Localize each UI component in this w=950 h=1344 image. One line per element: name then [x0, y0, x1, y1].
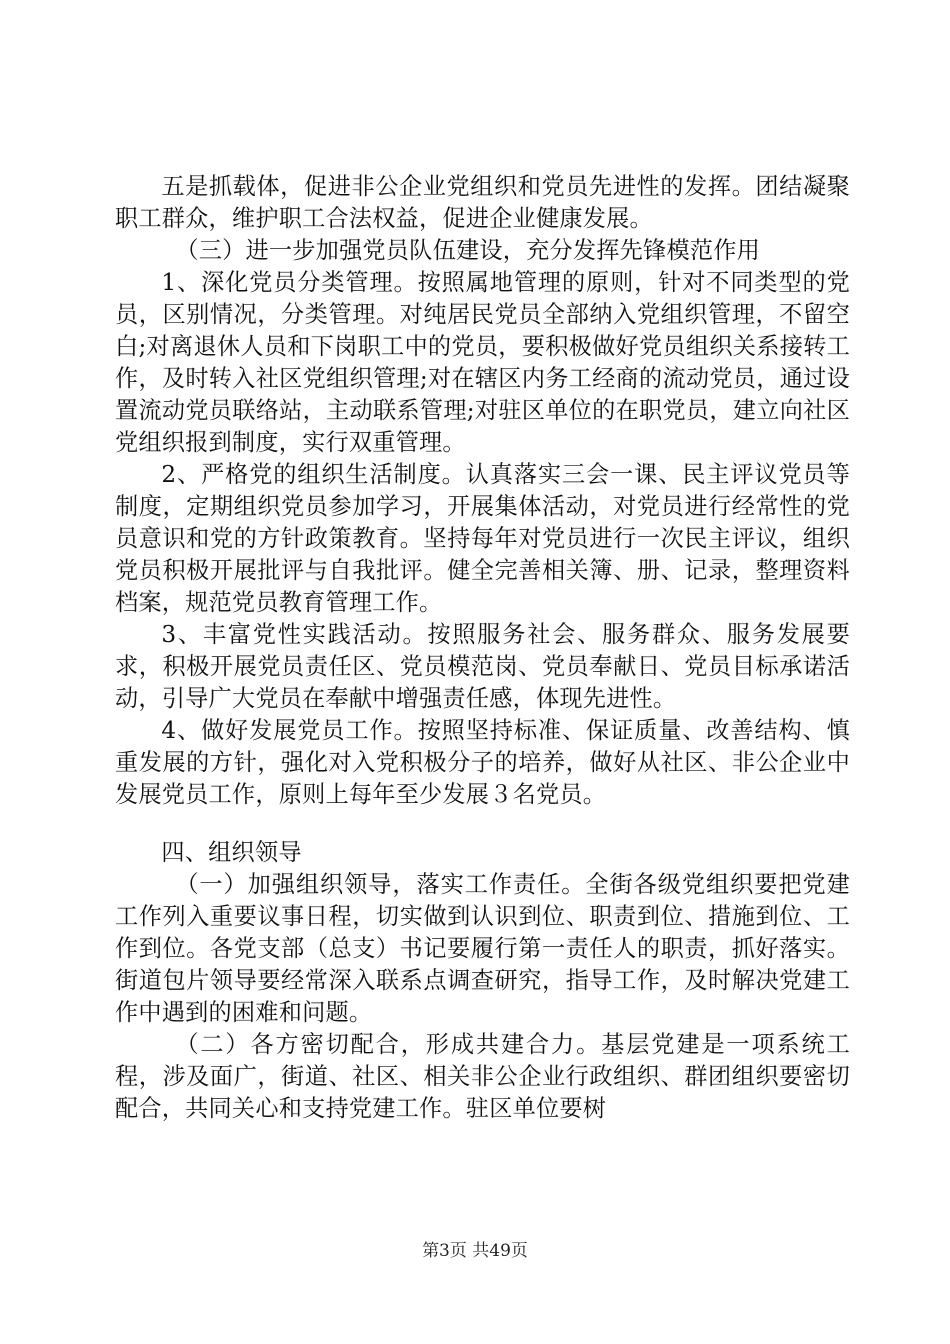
section-heading-party-members: （三）进一步加强党员队伍建设，充分发挥先锋模范作用: [175, 237, 760, 264]
paragraph-carrier: 五是抓载体，促进非公企业党组织和党员先进性的发挥。团结凝聚职工群众，维护职工合法权益，促进企业健康发展。: [115, 173, 850, 232]
document-body: [115, 171, 850, 1125]
paragraph-strengthen-leadership: （一）加强组织领导，落实工作责任。全街各级党组织要把党建工作列入重要议事日程，切实做到认识到位、职责到位、措施到位、工作到位。各党支部（总支）书记要履行第一责任人的职责，抓好落实。街道包片领导要经常深入联系点调查研究，指导工作，及时解决党建工作中遇到的困难和问题。: [115, 871, 850, 1026]
paragraph-practice-activities: 3、丰富党性实践活动。按照服务社会、服务群众、服务发展要求，积极开展党员责任区、党员模范岗、党员奉献日、党员目标承诺活动，引导广大党员在奉献中增强责任感，体现先进性。: [115, 621, 850, 712]
paragraph-cooperation: （二）各方密切配合，形成共建合力。基层党建是一项系统工程，涉及面广，街道、社区、相关非公企业行政组织、群团组织要密切配合，共同关心和支持党建工作。驻区单位要树: [115, 1031, 850, 1122]
paragraph-develop-members: 4、做好发展党员工作。按照坚持标准、保证质量、改善结构、慎重发展的方针，强化对入党积极分子的培养，做好从社区、非公企业中发展党员工作，原则上每年至少发展３名党员。: [115, 717, 850, 808]
paragraph-classification-management: 1、深化党员分类管理。按照属地管理的原则，针对不同类型的党员，区别情况，分类管理。对纯居民党员全部纳入党组织管理，不留空白;对离退休人员和下岗职工中的党员，要积极做好党员组织关系接转工作，及时转入社区党组织管理;对在辖区内务工经商的流动党员，通过设置流动党员联络站，主动联系管理;对驻区单位的在职党员，建立向社区党组织报到制度，实行双重管理。: [115, 269, 850, 456]
page-number-footer: 第3页 共49页: [422, 1241, 528, 1261]
section-heading-leadership: 四、组织领导: [161, 839, 302, 866]
paragraph-organization-life: 2、严格党的组织生活制度。认真落实三会一课、民主评议党员等制度，定期组织党员参加学习，开展集体活动，对党员进行经常性的党员意识和党的方针政策教育。坚持每年对党员进行一次民主评议，组织党员积极开展批评与自我批评。健全完善相关簿、册、记录，整理资料档案，规范党员教育管理工作。: [115, 461, 850, 616]
